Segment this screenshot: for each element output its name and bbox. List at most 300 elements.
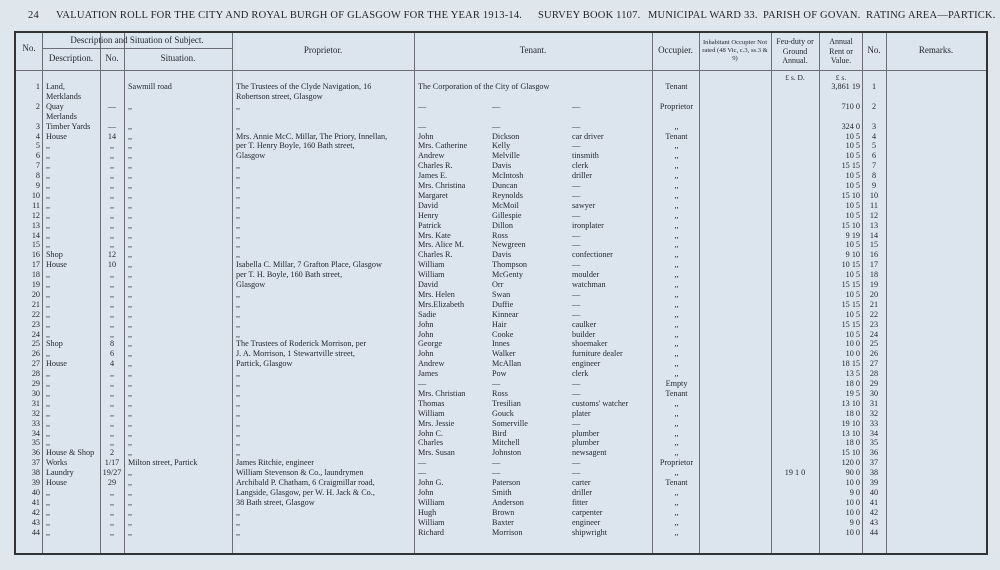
cell-n: 37	[31, 458, 40, 468]
cell-sit: ,,	[128, 161, 133, 171]
cell-num: ,,	[109, 379, 115, 388]
cell-sit: ,,	[128, 230, 133, 240]
cell-prop: ,,	[236, 448, 241, 458]
cell-desc: ,,	[46, 161, 51, 171]
valuation-table	[14, 31, 988, 555]
cell-num: ,,	[109, 151, 115, 161]
cell-occ: ,,	[674, 121, 679, 131]
cell-n: 10	[31, 190, 40, 200]
cell-t2: Gouck	[492, 408, 514, 418]
cell-prop: Partick, Glasgow	[236, 359, 293, 369]
cell-n: 31	[31, 398, 40, 408]
cell-num: ,,	[109, 230, 115, 240]
cell-num: ,,	[109, 200, 115, 210]
cell-t2: —	[492, 121, 501, 131]
cell-sit: ,,	[128, 497, 133, 507]
cell-t2: Innes	[492, 339, 510, 349]
cell-t3: —	[572, 309, 581, 319]
cell-t2: —	[492, 379, 501, 388]
cell-prop: ,,	[236, 398, 241, 408]
cell-t3: —	[572, 388, 581, 398]
cell-n: 11	[32, 200, 40, 210]
cell-sit: ,,	[128, 309, 133, 319]
cell-rent: 10 5	[845, 270, 860, 280]
cell-t2: Smith	[492, 487, 512, 497]
cell-prop: James Ritchie, engineer	[236, 458, 314, 468]
cell-desc: ,,	[46, 497, 51, 507]
cell-rent: 120 0	[841, 458, 860, 468]
cell-t2: Ross	[492, 230, 508, 240]
cell-occ: ,,	[674, 428, 679, 438]
cell-rent: 10 0	[845, 478, 860, 487]
cell-n2: 35	[869, 438, 879, 448]
cell-t3: driller	[572, 487, 593, 497]
col-header-proprietor: Proprietor.	[303, 45, 343, 55]
cell-t3: tinsmith	[572, 151, 599, 161]
cell-t2: Baxter	[492, 517, 514, 527]
cell-desc: House	[46, 478, 67, 487]
col-header-description: Description.	[48, 53, 94, 63]
cell-rent: 10 5	[845, 200, 860, 210]
cell-num: 19/27	[102, 468, 122, 478]
cell-t1: William	[418, 260, 445, 270]
cell-n2: 2	[871, 101, 877, 111]
cell-prop: The Trustees of the Clyde Navigation, 16	[236, 82, 372, 91]
cell-t1: John	[418, 329, 434, 339]
cell-prop: ,,	[236, 171, 241, 181]
cell-rent: 10 5	[845, 240, 860, 250]
cell-t2: McIntosh	[492, 171, 524, 181]
cell-prop: ,,	[236, 388, 241, 398]
cell-desc: ,,	[46, 398, 51, 408]
cell-occ: ,,	[674, 408, 679, 418]
cell-sit: ,,	[128, 349, 133, 359]
cell-num: 4	[109, 359, 115, 369]
cell-num: 1/17	[104, 458, 120, 468]
cell-prop: ,,	[236, 438, 241, 448]
cell-num: ,,	[109, 428, 115, 438]
cell-n2: 1	[871, 82, 877, 91]
cell-occ: Tenant	[665, 131, 688, 141]
cell-num: ,,	[109, 497, 115, 507]
cell-occ: ,,	[674, 250, 679, 260]
roll-title: VALUATION ROLL FOR THE CITY AND ROYAL BURGH OF GLASGOW FOR THE YEAR 1913-14.	[56, 10, 523, 21]
cell-n: 16	[31, 250, 40, 260]
cell-sit: ,,	[128, 319, 133, 329]
cell-num: ,,	[109, 369, 115, 379]
cell-rent: 90 0	[845, 468, 860, 478]
cell-t1: William	[418, 517, 445, 527]
cell-n: 1	[35, 82, 40, 91]
cell-desc: ,,	[46, 418, 51, 428]
cell-num: ,,	[109, 408, 115, 418]
cell-n2: 7	[871, 161, 877, 171]
cell-desc: House & Shop	[46, 448, 95, 458]
cell-sit: ,,	[128, 369, 133, 379]
cell-t2: Ross	[492, 388, 508, 398]
cell-sit: ,,	[128, 181, 133, 190]
cell-n2: 42	[869, 507, 879, 517]
cell-t1: Mrs.Elizabeth	[418, 299, 465, 309]
cell-num: ,,	[109, 270, 115, 280]
cell-prop: ,,	[236, 200, 241, 210]
cell-t2: —	[492, 468, 501, 478]
cell-t3: shoemaker	[572, 339, 608, 349]
cell-n2: 21	[869, 299, 879, 309]
cell-sit: ,,	[128, 428, 133, 438]
cell-n: 14	[31, 230, 40, 240]
cell-n2: 39	[869, 478, 879, 487]
cell-t1: Richard	[418, 527, 444, 537]
cell-desc: Merlands	[46, 111, 77, 121]
cell-t1: —	[418, 468, 427, 478]
cell-n: 41	[31, 497, 40, 507]
cell-desc: ,,	[46, 388, 51, 398]
cell-t2: Cooke	[492, 329, 514, 339]
cell-n2: 34	[869, 428, 879, 438]
cell-num: 6	[109, 349, 115, 359]
cell-num: 10	[107, 260, 117, 270]
cell-t1: James	[418, 369, 439, 379]
cell-desc: ,,	[46, 230, 51, 240]
cell-desc: Quay	[46, 101, 64, 111]
col-header-number: No.	[105, 53, 119, 63]
cell-occ: ,,	[674, 507, 679, 517]
cell-desc: ,,	[46, 280, 51, 289]
cell-num: 2	[109, 448, 115, 458]
cell-occ: ,,	[674, 468, 679, 478]
cell-prop: ,,	[236, 121, 241, 131]
cell-num: ,,	[109, 517, 115, 527]
cell-sit: ,,	[128, 289, 133, 299]
cell-rent: 19 10	[841, 418, 860, 428]
cell-rent: 15 15	[841, 299, 860, 309]
cell-num: ,,	[109, 319, 115, 329]
cell-occ: ,,	[674, 369, 679, 379]
cell-desc: ,,	[46, 210, 51, 220]
cell-t3: driller	[572, 171, 593, 181]
cell-prop: ,,	[236, 250, 241, 260]
col-rule	[652, 33, 653, 553]
cell-n: 5	[35, 141, 40, 151]
page-number: 24	[28, 10, 39, 21]
cell-t2: Dillon	[492, 220, 513, 230]
cell-prop: ,,	[236, 517, 241, 527]
cell-prop: Archibald P. Chatham, 6 Craigmillar road,	[236, 478, 375, 487]
cell-prop: ,,	[236, 418, 241, 428]
cell-sit: ,,	[128, 339, 133, 349]
cell-t3: —	[572, 458, 581, 468]
cell-t1: Hugh	[418, 507, 437, 517]
cell-occ: Tenant	[665, 478, 688, 487]
cell-n2: 9	[871, 181, 877, 190]
cell-t3: car driver	[572, 131, 604, 141]
cell-desc: ,,	[46, 487, 51, 497]
cell-num: ,,	[109, 190, 115, 200]
cell-prop: Langside, Glasgow, per W. H. Jack & Co.,	[236, 487, 375, 497]
cell-t1: —	[418, 458, 427, 468]
cell-prop: 38 Bath street, Glasgow	[236, 497, 315, 507]
cell-n2: 33	[869, 418, 879, 428]
cell-rent: 13 5	[845, 369, 860, 379]
cell-t1: Charles	[418, 438, 444, 448]
cell-desc: ,,	[46, 299, 51, 309]
parish: PARISH OF GOVAN.	[763, 10, 861, 21]
cell-prop: Glasgow	[236, 151, 266, 161]
cell-occ: ,,	[674, 497, 679, 507]
cell-num: ,,	[109, 438, 115, 448]
cell-rent: 710 0	[841, 101, 860, 111]
cell-t2: Duffie	[492, 299, 514, 309]
cell-n2: 32	[869, 408, 879, 418]
cell-desc: House	[46, 131, 67, 141]
cell-n2: 37	[869, 458, 879, 468]
cell-rent: 9 10	[845, 250, 860, 260]
cell-t3: —	[572, 289, 581, 299]
cell-n: 7	[35, 161, 40, 171]
cell-t3: fitter	[572, 497, 588, 507]
cell-desc: ,,	[46, 171, 51, 181]
cell-desc: ,,	[46, 507, 51, 517]
cell-sit: ,,	[128, 487, 133, 497]
cell-occ: ,,	[674, 200, 679, 210]
cell-n: 29	[31, 379, 40, 388]
cell-rent: 15 10	[841, 448, 860, 458]
cell-num: ,,	[109, 398, 115, 408]
cell-n: 27	[31, 359, 40, 369]
cell-n2: 17	[869, 260, 879, 270]
cell-occ: ,,	[674, 210, 679, 220]
cell-sit: ,,	[128, 190, 133, 200]
cell-t1: Thomas	[418, 398, 445, 408]
cell-t3: carter	[572, 478, 591, 487]
cell-t2: Paterson	[492, 478, 521, 487]
cell-t3: watchman	[572, 280, 606, 289]
cell-num: ,,	[109, 171, 115, 181]
cell-rent: 10 5	[845, 131, 860, 141]
cell-rent: 15 15	[841, 280, 860, 289]
cell-rent: 19 5	[845, 388, 860, 398]
cell-n: 34	[31, 428, 40, 438]
cell-num: ,,	[109, 141, 115, 151]
cell-desc: ,,	[46, 408, 51, 418]
cell-desc: ,,	[46, 200, 51, 210]
cell-desc: ,,	[46, 428, 51, 438]
cell-occ: Tenant	[665, 388, 688, 398]
page-header	[28, 10, 996, 24]
cell-desc: ,,	[46, 240, 51, 250]
cell-sit: ,,	[128, 220, 133, 230]
cell-t1: John C.	[418, 428, 444, 438]
col-rule	[232, 33, 233, 553]
header-rule	[16, 70, 986, 71]
cell-t1: Sadie	[418, 309, 437, 319]
cell-num: ,,	[109, 280, 115, 289]
cell-t1: John	[418, 487, 434, 497]
cell-rent: 10 5	[845, 210, 860, 220]
cell-desc: Timber Yards	[46, 121, 91, 131]
cell-n2: 12	[869, 210, 879, 220]
cell-rent: 9 0	[849, 517, 860, 527]
col-rule	[124, 33, 125, 553]
cell-num: ,,	[109, 161, 115, 171]
cell-rent: 18 0	[845, 408, 860, 418]
cell-sit: ,,	[128, 260, 133, 270]
cell-t3: builder	[572, 329, 596, 339]
cell-t1: Mrs. Christina	[418, 181, 466, 190]
cell-occ: Tenant	[665, 82, 688, 91]
cell-n2: 22	[869, 309, 879, 319]
col-header-no: No.	[22, 43, 36, 53]
cell-n: 39	[31, 478, 40, 487]
cell-desc: Merklands	[46, 91, 82, 101]
cell-t1: John	[418, 349, 434, 359]
cell-n: 2	[35, 101, 40, 111]
cell-n: 8	[35, 171, 40, 181]
cell-rent: 10 0	[845, 507, 860, 517]
cell-n2: 31	[869, 398, 879, 408]
cell-t2: Bird	[492, 428, 507, 438]
cell-t1: Henry	[418, 210, 439, 220]
cell-desc: ,,	[46, 141, 51, 151]
cell-n2: 40	[869, 487, 879, 497]
cell-desc: ,,	[46, 369, 51, 379]
cell-occ: ,,	[674, 151, 679, 161]
feu-units: £ s. D.	[785, 73, 805, 82]
cell-t1: George	[418, 339, 442, 349]
municipal-ward: MUNICIPAL WARD 33.	[648, 10, 758, 21]
cell-prop: ,,	[236, 428, 241, 438]
cell-t3: —	[572, 230, 581, 240]
cell-n: 33	[31, 418, 40, 428]
cell-t3: —	[572, 299, 581, 309]
cell-desc: ,,	[46, 220, 51, 230]
cell-rent: 10 0	[845, 339, 860, 349]
cell-n2: 14	[869, 230, 879, 240]
cell-n2: 20	[869, 289, 879, 299]
cell-occ: ,,	[674, 438, 679, 448]
cell-num: ,,	[109, 210, 115, 220]
cell-t2: Thompson	[492, 260, 528, 270]
cell-t1: John	[418, 319, 434, 329]
cell-t2: Anderson	[492, 497, 524, 507]
cell-rent: 13 10	[841, 398, 860, 408]
cell-n2: 29	[869, 379, 879, 388]
cell-rent: 18 0	[845, 379, 860, 388]
cell-n2: 24	[869, 329, 879, 339]
cell-num: ,,	[109, 329, 115, 339]
cell-num: ,,	[109, 289, 115, 299]
cell-num: ,,	[109, 181, 115, 190]
cell-prop: per T. H. Boyle, 160 Bath street,	[236, 270, 343, 280]
cell-n: 18	[31, 270, 40, 280]
cell-t3: furniture dealer	[572, 349, 623, 359]
cell-occ: ,,	[674, 349, 679, 359]
cell-prop: ,,	[236, 319, 241, 329]
cell-prop: ,,	[236, 369, 241, 379]
cell-prop: ,,	[236, 309, 241, 319]
cell-n: 38	[31, 468, 40, 478]
cell-t2: Davis	[492, 250, 512, 260]
cell-sit: ,,	[128, 101, 133, 111]
cell-rent: 15 10	[841, 190, 860, 200]
cell-desc: Shop	[46, 339, 63, 349]
cell-num: ,,	[109, 527, 115, 537]
cell-desc: House	[46, 359, 67, 369]
cell-t1: —	[418, 379, 427, 388]
cell-sit: ,,	[128, 141, 133, 151]
col-rule	[886, 33, 887, 553]
cell-occ: ,,	[674, 240, 679, 250]
cell-rent: 15 15	[841, 161, 860, 171]
cell-t3: customs' watcher	[572, 398, 629, 408]
cell-n: 4	[35, 131, 40, 141]
cell-t1: Charles R.	[418, 161, 453, 171]
col-rule	[42, 33, 43, 553]
cell-n2: 3	[871, 121, 877, 131]
cell-rent: 10 5	[845, 141, 860, 151]
cell-t2: —	[492, 458, 501, 468]
cell-n: 42	[31, 507, 40, 517]
cell-desc: ,,	[46, 527, 51, 537]
cell-n: 9	[35, 181, 40, 190]
cell-t1: Charles R.	[418, 250, 453, 260]
cell-rent: 18 15	[841, 359, 860, 369]
cell-t1: Patrick	[418, 220, 442, 230]
cell-n: 12	[31, 210, 40, 220]
cell-t3: moulder	[572, 270, 600, 280]
cell-occ: ,,	[674, 517, 679, 527]
cell-prop: ,,	[236, 181, 241, 190]
cell-desc: Shop	[46, 250, 63, 260]
cell-n2: 36	[869, 448, 879, 458]
cell-sit: ,,	[128, 478, 133, 487]
cell-prop: ,,	[236, 240, 241, 250]
col-header-situation: Situation.	[160, 53, 196, 63]
cell-n: 35	[31, 438, 40, 448]
cell-occ: ,,	[674, 220, 679, 230]
cell-rent: 10 0	[845, 349, 860, 359]
cell-num: ,,	[109, 418, 115, 428]
cell-n2: 28	[869, 369, 879, 379]
cell-sit: ,,	[128, 299, 133, 309]
cell-prop: ,,	[236, 210, 241, 220]
cell-t3: —	[572, 240, 581, 250]
cell-sit: ,,	[128, 240, 133, 250]
cell-t3: engineer	[572, 517, 601, 527]
cell-sit: ,,	[128, 151, 133, 161]
col-rule	[414, 33, 415, 553]
cell-prop: per T. Henry Boyle, 160 Bath street,	[236, 141, 355, 151]
cell-num: ,,	[109, 487, 115, 497]
cell-t1: The Corporation of the City of Glasgow	[418, 82, 550, 91]
cell-n: 13	[31, 220, 40, 230]
cell-rent: 10 15	[841, 260, 860, 270]
cell-num: ,,	[109, 388, 115, 398]
cell-t3: carpenter	[572, 507, 603, 517]
cell-occ: ,,	[674, 319, 679, 329]
cell-t2: Davis	[492, 161, 512, 171]
cell-n2: 23	[869, 319, 879, 329]
cell-t2: McAllan	[492, 359, 522, 369]
cell-prop: ,,	[236, 220, 241, 230]
cell-prop: Robertson street, Glasgow	[236, 91, 323, 101]
cell-prop: ,,	[236, 230, 241, 240]
cell-t1: —	[418, 101, 427, 111]
cell-num: 14	[107, 131, 117, 141]
cell-rent: 10 0	[845, 527, 860, 537]
cell-desc: ,,	[46, 309, 51, 319]
